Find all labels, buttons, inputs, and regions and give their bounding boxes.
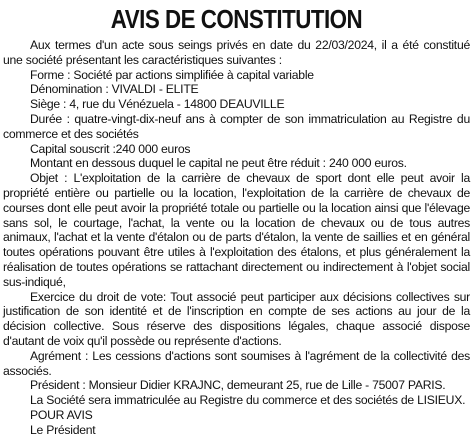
objet-paragraph: Objet : L'exploitation de la carrière de chevaux de sport dont elle peut avoir la propriété entière ou partielle ou la location, l'exploitation de la carrière de chevaux de courses dont elle peut avoir la propriété totale ou partielle ou la location ainsi que l'élevage sans sol, le courtage, l'achat, la vente ou la location de chevaux ou de tous autres animaux, l'achat et la vente d'étalon ou de parts d'étalon, la vente de saillies et en général toutes opérations pouvant être utiles à l'exploitation des étalons, et plus généralement la réalisation de toutes opérations se rattachant directement ou indirectement à l'objet social sus-indiqué, [3,171,470,289]
vote-paragraph: Exercice du droit de vote: Tout associé peut participer aux décisions collectives sur justification de son identité et de l'inscription en compte de ses actions au jour de la décision collective. Sous réserve des dispositions légales, chaque associé dispose d'autant de voix qu'il possède ou représente d'actions. [3,289,470,348]
intro-paragraph: Aux termes d'un acte sous seings privés en date du 22/03/2024, il a été constitué une société présentant les caractéristiques suivantes : [3,38,470,67]
notice-body [3,38,470,438]
siege-line: Siège : 4, rue du Vénézuela - 14800 DEAUVILLE [30,97,285,112]
denomination-line: Dénomination : VIVALDI - ELITE [30,82,199,97]
duree-paragraph: Durée : quatre-vingt-dix-neuf ans à compter de son immatriculation au Registre du commerce et des sociétés [3,111,470,141]
agrement-paragraph: Agrément : Les cessions d'actions sont soumises à l'agrément de la collectivité des associés. [3,348,470,378]
pour-avis-line: POUR AVIS [30,407,93,422]
capital-minimum-line: Montant en dessous duquel le capital ne peut être réduit : 240 000 euros. [30,156,407,171]
capital-line: Capital souscrit :240 000 euros [30,141,191,156]
forme-line: Forme : Société par actions simplifiée à capital variable [30,67,314,82]
president-line: Président : Monsieur Didier KRAJNC, demeurant 25, rue de Lille - 75007 PARIS. [30,378,446,393]
immatriculation-line: La Société sera immatriculée au Registre du commerce et des sociétés de LISIEUX. [30,393,466,408]
notice-title: AVIS DE CONSTITUTION [110,4,363,34]
signature-line: Le Président [30,422,96,437]
